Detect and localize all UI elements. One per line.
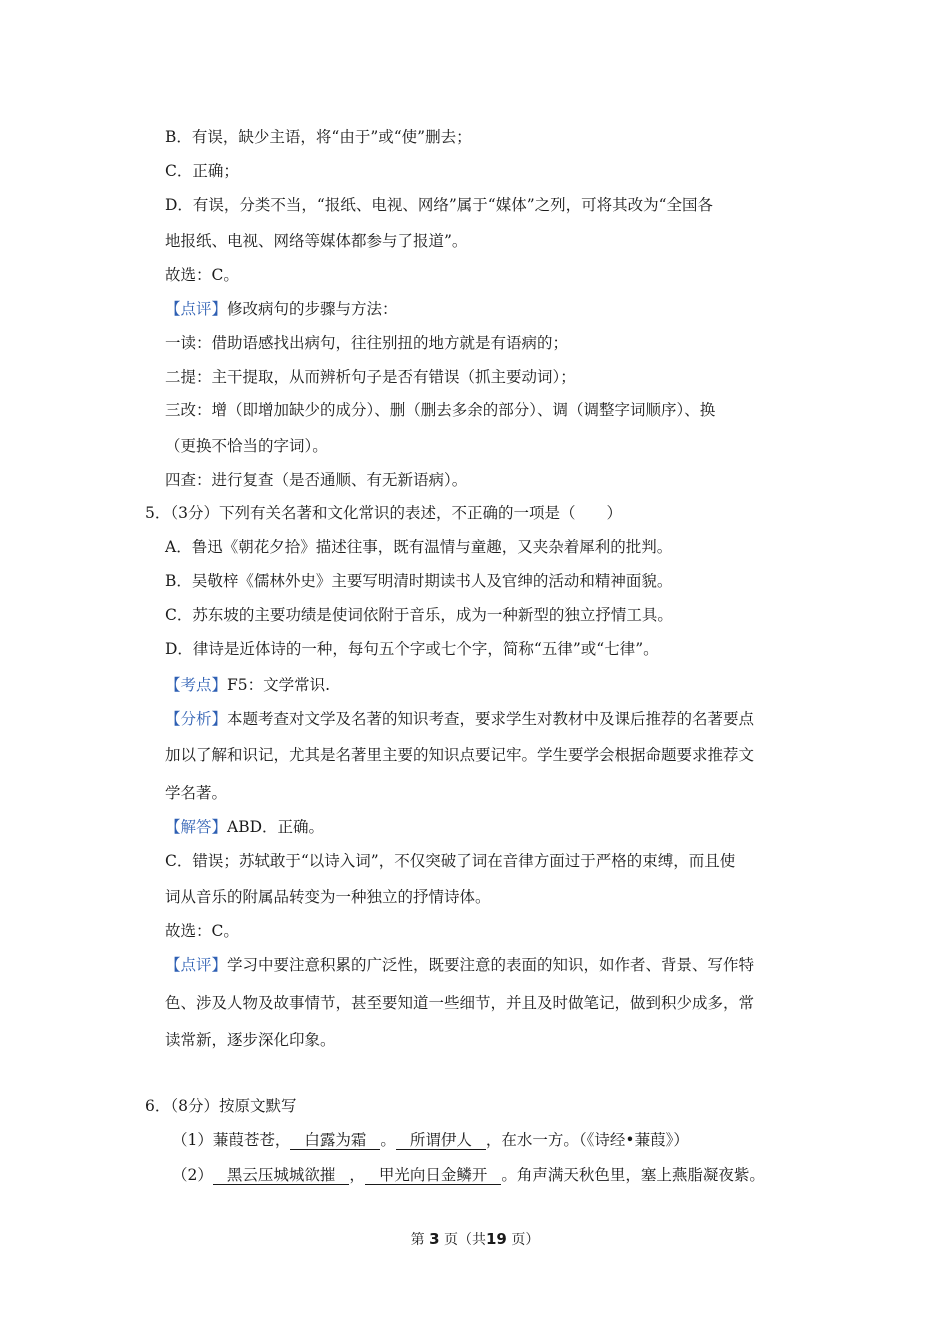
q5-stem: 5．（3分）下列有关名著和文化常识的表述，不正确的一项是（ ） bbox=[145, 504, 622, 522]
q4-option-d-analysis-2: 地报纸、电视、网络等媒体都参与了报道”。 bbox=[165, 232, 468, 250]
jieda-text: ABD．正确。 bbox=[227, 818, 325, 836]
q5-jieda bbox=[165, 817, 324, 837]
review-tag: 【点评】 bbox=[165, 300, 228, 318]
total-page-count: 19 bbox=[486, 1230, 507, 1248]
footer-post: 页） bbox=[511, 1232, 540, 1248]
q4-option-c-analysis: C．正确； bbox=[165, 162, 239, 180]
q5-answer: 故选：C。 bbox=[165, 922, 239, 940]
q6-s1-mid: 。 bbox=[380, 1131, 396, 1149]
q6-s1-answer-1: 白露为霜 bbox=[290, 1131, 380, 1150]
page-footer bbox=[0, 1229, 950, 1249]
q6-s2-answer-1: 黑云压城城欲摧 bbox=[213, 1166, 350, 1185]
dianping-text-1: 学习中要注意积累的广泛性，既要注意的表面的知识，如作者、背景、写作特 bbox=[227, 956, 755, 974]
q5-c-explanation-1: C．错误；苏轼敢于“以诗入词”，不仅突破了词在音律方面过于严格的束缚，而且使 bbox=[165, 852, 736, 870]
q4-step-3-1: 三改：增（即增加缺少的成分）、删（删去多余的部分）、调（调整字词顺序）、换 bbox=[165, 401, 716, 419]
q4-option-b-analysis: B．有误，缺少主语，将“由于”或“使”删去； bbox=[165, 128, 472, 146]
q5-option-b: B．吴敬梓《儒林外史》主要写明清时期读书人及官绅的活动和精神面貌。 bbox=[165, 572, 673, 590]
q5-fenxi-2: 加以了解和识记，尤其是名著里主要的知识点要记牢。学生要学会根据命题要求推荐文 bbox=[165, 746, 755, 764]
q5-option-d: D．律诗是近体诗的一种，每句五个字或七个字，简称“五律”或“七律”。 bbox=[165, 640, 659, 658]
q5-dianping-1 bbox=[165, 955, 754, 975]
q4-step-2: 二提：主干提取，从而辨析句子是否有错误（抓主要动词）； bbox=[165, 368, 576, 386]
q4-option-d-analysis-1: D．有误，分类不当，“报纸、电视、网络”属于“媒体”之列，可将其改为“全国各 bbox=[165, 196, 714, 214]
q5-kaodian bbox=[165, 675, 330, 695]
q6-s1-prefix: （1）蒹葭苍苍， bbox=[172, 1131, 291, 1149]
q5-dianping-3: 读常新，逐步深化印象。 bbox=[165, 1031, 336, 1049]
q6-stem: 6．（8分）按原文默写 bbox=[145, 1097, 297, 1115]
q6-sentence-1 bbox=[172, 1130, 689, 1150]
footer-mid: 页（共 bbox=[444, 1232, 486, 1248]
q6-s1-answer-2: 所谓伊人 bbox=[396, 1131, 486, 1150]
q6-s1-suffix: ，在水一方。（《诗经•蒹葭》） bbox=[485, 1131, 689, 1149]
fenxi-text-1: 本题考查对文学及名著的知识考查，要求学生对教材中及课后推荐的名著要点 bbox=[227, 710, 755, 728]
q5-c-explanation-2: 词从音乐的附属品转变为一种独立的抒情诗体。 bbox=[165, 888, 491, 906]
q6-s2-suffix: 。角声满天秋色里，塞上燕脂凝夜紫。 bbox=[501, 1166, 765, 1184]
q4-review bbox=[165, 299, 398, 319]
q6-s2-answer-2: 甲光向日金鳞开 bbox=[365, 1166, 502, 1185]
footer-pre: 第 bbox=[410, 1232, 425, 1248]
current-page-number: 3 bbox=[429, 1230, 440, 1248]
q6-sentence-2 bbox=[172, 1165, 765, 1185]
kaodian-text: F5：文学常识. bbox=[227, 676, 331, 694]
q6-s2-mid: ， bbox=[349, 1166, 365, 1184]
q4-step-4: 四查：进行复查（是否通顺、有无新语病）。 bbox=[165, 471, 468, 489]
q4-answer: 故选：C。 bbox=[165, 266, 239, 284]
jieda-tag: 【解答】 bbox=[165, 818, 228, 836]
kaodian-tag: 【考点】 bbox=[165, 676, 228, 694]
q5-fenxi-1 bbox=[165, 709, 754, 729]
q5-option-c: C．苏东坡的主要功绩是使词依附于音乐，成为一种新型的独立抒情工具。 bbox=[165, 606, 673, 624]
q5-option-a: A．鲁迅《朝花夕拾》描述往事，既有温情与童趣，又夹杂着犀利的批判。 bbox=[165, 538, 673, 556]
q5-fenxi-3: 学名著。 bbox=[165, 784, 228, 802]
q5-dianping-2: 色、涉及人物及故事情节，甚至要知道一些细节，并且及时做笔记，做到积少成多，常 bbox=[165, 994, 755, 1012]
dianping-tag: 【点评】 bbox=[165, 956, 228, 974]
fenxi-tag: 【分析】 bbox=[165, 710, 228, 728]
q6-s2-prefix: （2） bbox=[172, 1166, 213, 1184]
q4-step-3-2: （更换不恰当的字词）。 bbox=[165, 437, 328, 455]
review-text: 修改病句的步骤与方法： bbox=[227, 300, 398, 318]
q4-step-1: 一读：借助语感找出病句，往往别扭的地方就是有语病的； bbox=[165, 334, 569, 352]
